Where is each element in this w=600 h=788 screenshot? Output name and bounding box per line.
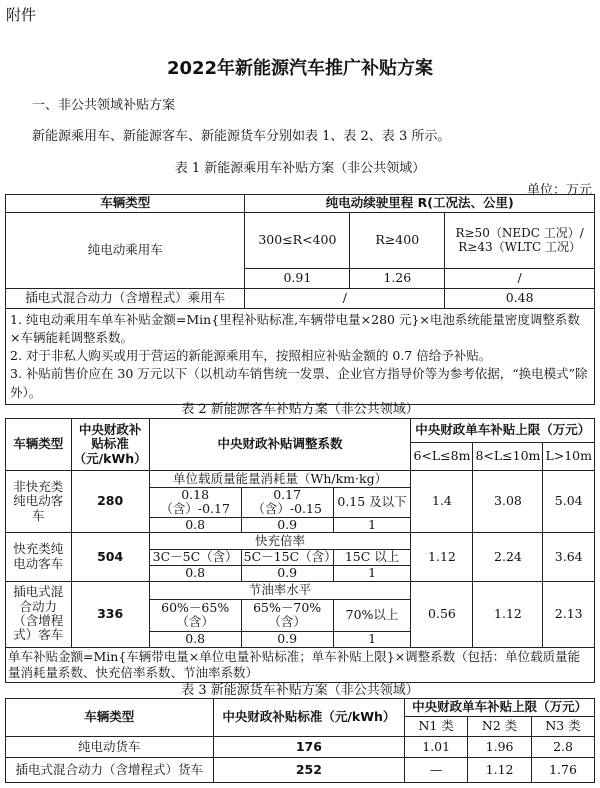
t2-row-cap1: 1.12 — [411, 533, 473, 581]
t2-row-metric: 快充倍率 — [149, 533, 411, 550]
t2-row-cap3: 5.04 — [543, 471, 595, 533]
t3-header-n2: N2 类 — [468, 717, 532, 737]
t2-header-type: 车辆类型 — [6, 419, 72, 471]
t2-header-l1: 6<L≤8m — [411, 443, 473, 471]
t2-row-c3: 15C 以上 — [333, 550, 411, 566]
t2-row-k3: 1 — [333, 517, 411, 532]
t1-header-type: 车辆类型 — [6, 195, 245, 213]
t2-row-k2: 0.9 — [241, 517, 333, 532]
t1-header-range: 纯电动续驶里程 R(工况法、公里) — [245, 195, 595, 213]
t2-row-cap2: 3.08 — [473, 471, 543, 533]
t3-row-n2: 1.12 — [468, 758, 532, 783]
table1 — [5, 194, 595, 405]
t1-range-1: 300≤R<400 — [245, 213, 350, 269]
section-heading: 一、非公共领域补贴方案 — [32, 98, 176, 113]
t2-row-type: 快充类纯电动客车 — [6, 533, 72, 581]
t3-row-n1: 1.01 — [405, 737, 468, 758]
t2-row-k1: 0.8 — [149, 517, 241, 532]
t2-row-metric: 节油率水平 — [149, 581, 411, 599]
t2-row-c2: 65%－70%（含） — [241, 599, 333, 631]
t3-header-n1: N1 类 — [405, 717, 468, 737]
t2-header-coef: 中央财政补贴调整系数 — [149, 419, 411, 471]
t2-header-cap: 中央财政单车补贴上限（万元） — [411, 419, 595, 443]
t3-row-n2: 1.96 — [468, 737, 532, 758]
t2-row-std: 336 — [71, 581, 149, 647]
t3-row-std: 252 — [213, 758, 405, 783]
t1-bev-label: 纯电动乘用车 — [6, 213, 245, 289]
t2-row-k3: 1 — [333, 566, 411, 581]
t2-row-c1: 3C－5C（含） — [149, 550, 241, 566]
t2-header-l2: 8<L≤10m — [473, 443, 543, 471]
t1-note-2: 2. 对于非私人购买或用于营运的新能源乘用车，按照相应补贴金额的 0.7 倍给予补贴。 — [10, 348, 492, 364]
t2-header-l3: L>10m — [543, 443, 595, 471]
t1-value-3: / — [445, 269, 595, 289]
t2-row-cap1: 1.4 — [411, 471, 473, 533]
t1-notes — [6, 309, 595, 405]
t2-row-k1: 0.8 — [149, 566, 241, 581]
t3-header-cap: 中央财政单车补贴上限（万元） — [405, 699, 595, 717]
t2-row-k2: 0.9 — [241, 631, 333, 647]
t2-row-c1: 0.18（含）-0.17 — [149, 488, 241, 518]
table2-caption: 表 2 新能源客车补贴方案（非公共领域） — [181, 402, 419, 417]
t2-header-std: 中央财政补贴标准（元/kWh） — [71, 419, 149, 471]
t2-row-cap2: 2.24 — [473, 533, 543, 581]
t2-row-k3: 1 — [333, 631, 411, 647]
t2-row-c1: 60%－65%（含） — [149, 599, 241, 631]
t2-row-cap3: 2.13 — [543, 581, 595, 647]
t1-value-2: 1.26 — [350, 269, 445, 289]
t2-row-c3: 70%以上 — [333, 599, 411, 631]
t3-header-std: 中央财政补贴标准（元/kWh） — [213, 699, 405, 737]
t3-row-n1: — — [405, 758, 468, 783]
t3-row-n3: 2.8 — [532, 737, 595, 758]
table3 — [5, 698, 595, 783]
t1-value-1: 0.91 — [245, 269, 350, 289]
t1-range-2: R≥400 — [350, 213, 445, 269]
intro-paragraph: 新能源乘用车、新能源客车、新能源货车分别如表 1、表 2、表 3 所示。 — [32, 129, 451, 144]
table1-unit: 单位：万元 — [526, 183, 592, 198]
t1-note-1: 1. 纯电动乘用车单车补贴金额=Min{里程补贴标准,车辆带电量×280 元}×电池系统能量密度调整系数×车辆能耗调整系数。 — [10, 312, 580, 346]
t2-row-k2: 0.9 — [241, 566, 333, 581]
t3-row-type: 插电式混合动力（含增程式）货车 — [6, 758, 214, 783]
t3-header-type: 车辆类型 — [6, 699, 214, 737]
table3-caption: 表 3 新能源货车补贴方案（非公共领域） — [181, 683, 419, 698]
t2-row-metric: 单位载质量能量消耗量（Wh/km·kg） — [149, 471, 411, 488]
t2-row-c2: 5C－15C（含） — [241, 550, 333, 566]
t2-row-type: 插电式混合动力（含增程式）客车 — [6, 581, 72, 647]
t1-range-3: R≥50（NEDC 工况）/ R≥43（WLTC 工况） — [445, 213, 595, 269]
t2-row-k1: 0.8 — [149, 631, 241, 647]
annex-label: 附件 — [6, 6, 37, 24]
t2-row-cap3: 3.64 — [543, 533, 595, 581]
t2-row-cap2: 1.12 — [473, 581, 543, 647]
t3-row-std: 176 — [213, 737, 405, 758]
t3-row-n3: 1.76 — [532, 758, 595, 783]
t2-row-c3: 0.15 及以下 — [333, 488, 411, 518]
t2-row-c2: 0.17（含）-0.15 — [241, 488, 333, 518]
t1-phev-a: / — [245, 289, 445, 309]
t3-row-type: 纯电动货车 — [6, 737, 214, 758]
t3-header-n3: N3 类 — [532, 717, 595, 737]
t1-phev-label: 插电式混合动力（含增程式）乘用车 — [6, 289, 245, 309]
t1-note-3: 3. 补贴前售价应在 30 万元以下（以机动车销售统一发票、企业官方指导价等为参考依据，“换电模式”除外）。 — [10, 366, 588, 400]
t2-row-std: 280 — [71, 471, 149, 533]
t2-note: 单车补贴金额=Min{车辆带电量×单位电量补贴标准；单车补贴上限}×调整系数（包括：单位载质量能量消耗量系数、快充倍率系数、节油率系数） — [6, 647, 595, 683]
table2 — [5, 418, 595, 683]
table-row — [6, 758, 595, 783]
table-row — [6, 737, 595, 758]
document-title: 2022年新能源汽车推广补贴方案 — [166, 58, 434, 79]
t2-row-type: 非快充类纯电动客车 — [6, 471, 72, 533]
t1-phev-b: 0.48 — [445, 289, 595, 309]
t2-row-cap1: 0.56 — [411, 581, 473, 647]
table1-caption: 表 1 新能源乘用车补贴方案（非公共领域） — [174, 161, 426, 176]
t2-row-std: 504 — [71, 533, 149, 581]
